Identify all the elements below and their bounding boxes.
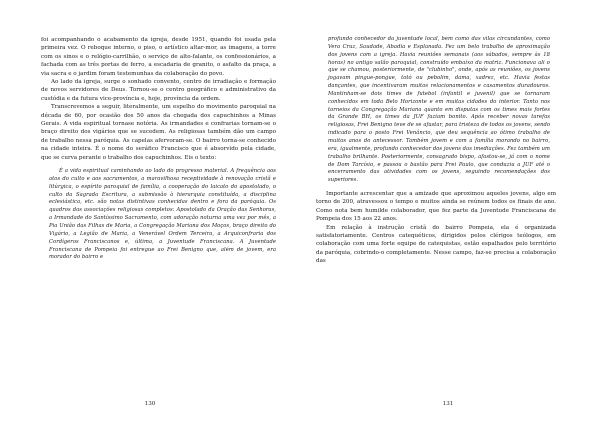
- body-paragraph: foi acompanhando o acabamento da igreja, desde 1951, quando foi usada pela primeira vez. O reboque interno, o piso, o artístico altar-mor, as imagens, a torre com os sinos e o relógio-carrilhão, o serviço de alto-falante, os confessionários, a fachada com as três portas de ferro, a escadaria de granito, o asfalto da praça, a via sacra e o jardim foram testemunhas da colaboração do povo.: [41, 37, 276, 77]
- right-page: [300, 0, 600, 425]
- body-paragraph: Transcrevemos a seguir, literalmente, um espelho do movimento paroquial na década de 60, por ocasião dos 50 anos da chegada dos capuchinhos a Minas Gerais. A vida espiritual tornase notória. As irmandades e confrarias tornam-se o braço direito dos vigários que se sucedem. As religiosas também dão um campo de trabalho nessa paróquia. As capelas afervoram-se. O bairro torna-se conhecido na cidade inteira. É o nome do seráfico Francisco que é absorvido pela cidade, que se curva perante o trabalho dos capuchinhos. Eis o texto:: [41, 104, 276, 161]
- block-quote: profundo conhecedor da juventude local, bem como das vilas circundantes, como Vera Cruz, Saudade, Abadia e Esplanada. Fez um belo trabalho de aproximação dos jovens com a igreja. Havia reuniões semanais (aos sábados, sempre às 18 horas) no antigo salão paroquial, construído embaixo da matriz. Funcionava ali o que se chamou, posteriormente, de "clubinho", onde, após as reuniões, os jovens jogavam pingue-pongue, totó ou pebolim, dama, xadrez, etc. Havia festas dançantes, que incentivaram muitos relacionamentos e casamentos duradouros. Mantinham-se dois times de futebol (infantil e juvenil) que se tornaram conhecidos em toda Belo Horizonte e em muitas cidades do interior. Tanto nos torneios da Congregação Mariana quanto em disputas com os times mais fortes da Grande BH, os times da JUF faziam bonito. Após receber novas tarefas religiosas, Frei Benigno teve de se afastar, para tristeza de todos os jovens, sendo indicado para o posto Frei Venâncio, que deu sequência ao ótimo trabalho de muitos anos do antecessor. Também jovem e com a família morando no bairro, era, igualmente, profundo conhecedor dos jovens das imediações. Fez também um trabalho brilhante. Posteriormente, consagrado bispo, afastou-se, já com o nome de Dom Tarcísio, e passou o bastão para Frei Paulo, que conduziu a JUF até o encerramento das atividades com os jovens, seguindo recomendações dos superiores.: [328, 36, 550, 184]
- page-number: 131: [442, 401, 454, 407]
- body-paragraph: Importante acrescentar que a amizade que aproximou aqueles jovens, algo em torno de 200, atravessou o tempo e muitos ainda se reúnem todos os finais de ano. Como nota bem humilde colaborador, que fez parte da Juventude Franciscana de Pompeia dos 15 aos 22 anos.: [316, 191, 556, 223]
- body-paragraph: Ao lado da igreja, surge o sonhado convento, centro de irradiação e formação de novos servidores de Deus. Tornou-se o centro geográfico e administrativo da custódia e da futura vice-província e, hoje, província da ordem.: [41, 79, 276, 102]
- page-number: 130: [144, 401, 156, 407]
- block-quote: É a vida espiritual caminhando ao lado do progresso material. A frequência aos atos do culto e aos sacramentos, a maravilhosa receptividade à renovação cristã e litúrgica, o espírito paroquial de família, a cooperação do laicato do apostolado, o culto da Sagrada Escritura, a submissão à hierarquia constituída, a disciplina eclesiástica, etc. são notas distintivas conhecidas dentro e fora da paróquia. Os quadros das associações religiosas completos: Apostolado da Oração das Senhoras, a Irmandade do Santíssimo Sacramento, com adoração noturna uma vez por mês, a Pia União das Filhas de Maria, a Congregação Mariana dos Moços, braço direito do Vigário, a Legião de Maria, a Venerável Ordem Terceira, a Arquiconfraria dos Cordígeros Franciscanos e, última, a Juventude Franciscana. A Juventude Franciscana de Pompeia foi entregue ao Frei Benigno que, além de jovem, era morador do bairro e: [49, 168, 276, 261]
- block-quote-continuation: [316, 36, 556, 185]
- body-paragraph: Em relação à instrução cristã do bairro Pompeia, ela é organizada satisfatoriamente. Centros catequéticos, dirigidos pelos clérigos teólogos, em colaboração com uma forte equipe de catequistas, estão espalhados pelo território da paróquia, cobrindo-o completamente. Nesse campo, faz-se precisa a colaboração das: [316, 224, 556, 265]
